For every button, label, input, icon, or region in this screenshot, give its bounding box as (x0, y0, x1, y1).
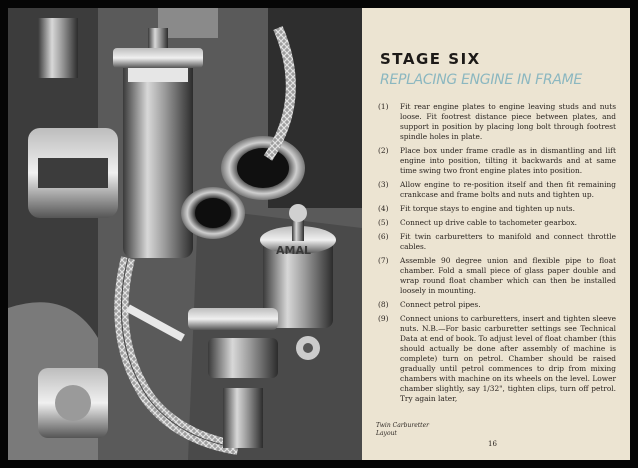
instructions-column (376, 8, 616, 460)
step-number: (4) (378, 204, 389, 213)
step-item (376, 146, 616, 176)
page-number: 16 (488, 440, 497, 448)
step-item (376, 180, 616, 200)
step-number: (8) (378, 300, 389, 309)
step-number: (2) (378, 146, 389, 155)
step-item (376, 102, 616, 142)
step-text: Connect up drive cable to tachometer gearbox. (400, 218, 578, 227)
step-item (376, 314, 616, 404)
step-item (376, 300, 616, 310)
step-number: (7) (378, 256, 389, 265)
steps-list (376, 102, 616, 408)
section-subtitle: REPLACING ENGINE IN FRAME (380, 72, 582, 88)
step-text: Fit torque stays to engine and tighten up nuts. (400, 204, 575, 213)
step-text: Fit twin carburetters to manifold and connect throttle cables. (400, 232, 616, 251)
step-number: (1) (378, 102, 389, 111)
step-number: (3) (378, 180, 389, 189)
caption-line: Layout (376, 430, 397, 437)
amal-stamp: AMAL (276, 244, 311, 257)
step-text: Fit rear engine plates to engine leaving studs and nuts loose. Fit footrest distance piece between plates, and support in position by placing long bolt through footrest spindle holes in plate. (400, 102, 616, 141)
step-text: Assemble 90 degree union and flexible pipe to float chamber. Fold a small piece of glass paper double and wrap round float chamber which can then be installed loosely in mounting. (400, 256, 616, 295)
step-text: Place box under frame cradle as in dismantling and lift engine into position, tilting it backwards and at same time swing two front engine plates into position. (400, 146, 616, 175)
step-text: Allow engine to re-position itself and then fit remaining crankcase and frame bolts and nuts and tighten up. (400, 180, 616, 199)
step-number: (5) (378, 218, 389, 227)
caption-line: Twin Carburetter (376, 422, 430, 429)
step-item (376, 232, 616, 252)
stage-title: STAGE SIX (380, 50, 481, 68)
step-number: (6) (378, 232, 389, 241)
carburetter-photo (8, 8, 362, 460)
step-text: Connect unions to carburetters, insert and tighten sleeve nuts. N.B.—For basic carburetter settings see Technical Data at end of book. To adjust level of float chamber (this should actually be done after assembly of machine is complete) turn on petrol. Chamber should be raised gradually until petrol commences to drip from mixing chambers with machine on its wheels on the level. Lower chamber slightly, say 1/32", tighten clips, turn off petrol. Try again later, (400, 314, 616, 403)
step-text: Connect petrol pipes. (400, 300, 481, 309)
step-item (376, 256, 616, 296)
photo-caption (376, 422, 436, 438)
step-item (376, 204, 616, 214)
manual-page (8, 8, 630, 460)
step-item (376, 218, 616, 228)
step-number: (9) (378, 314, 389, 323)
